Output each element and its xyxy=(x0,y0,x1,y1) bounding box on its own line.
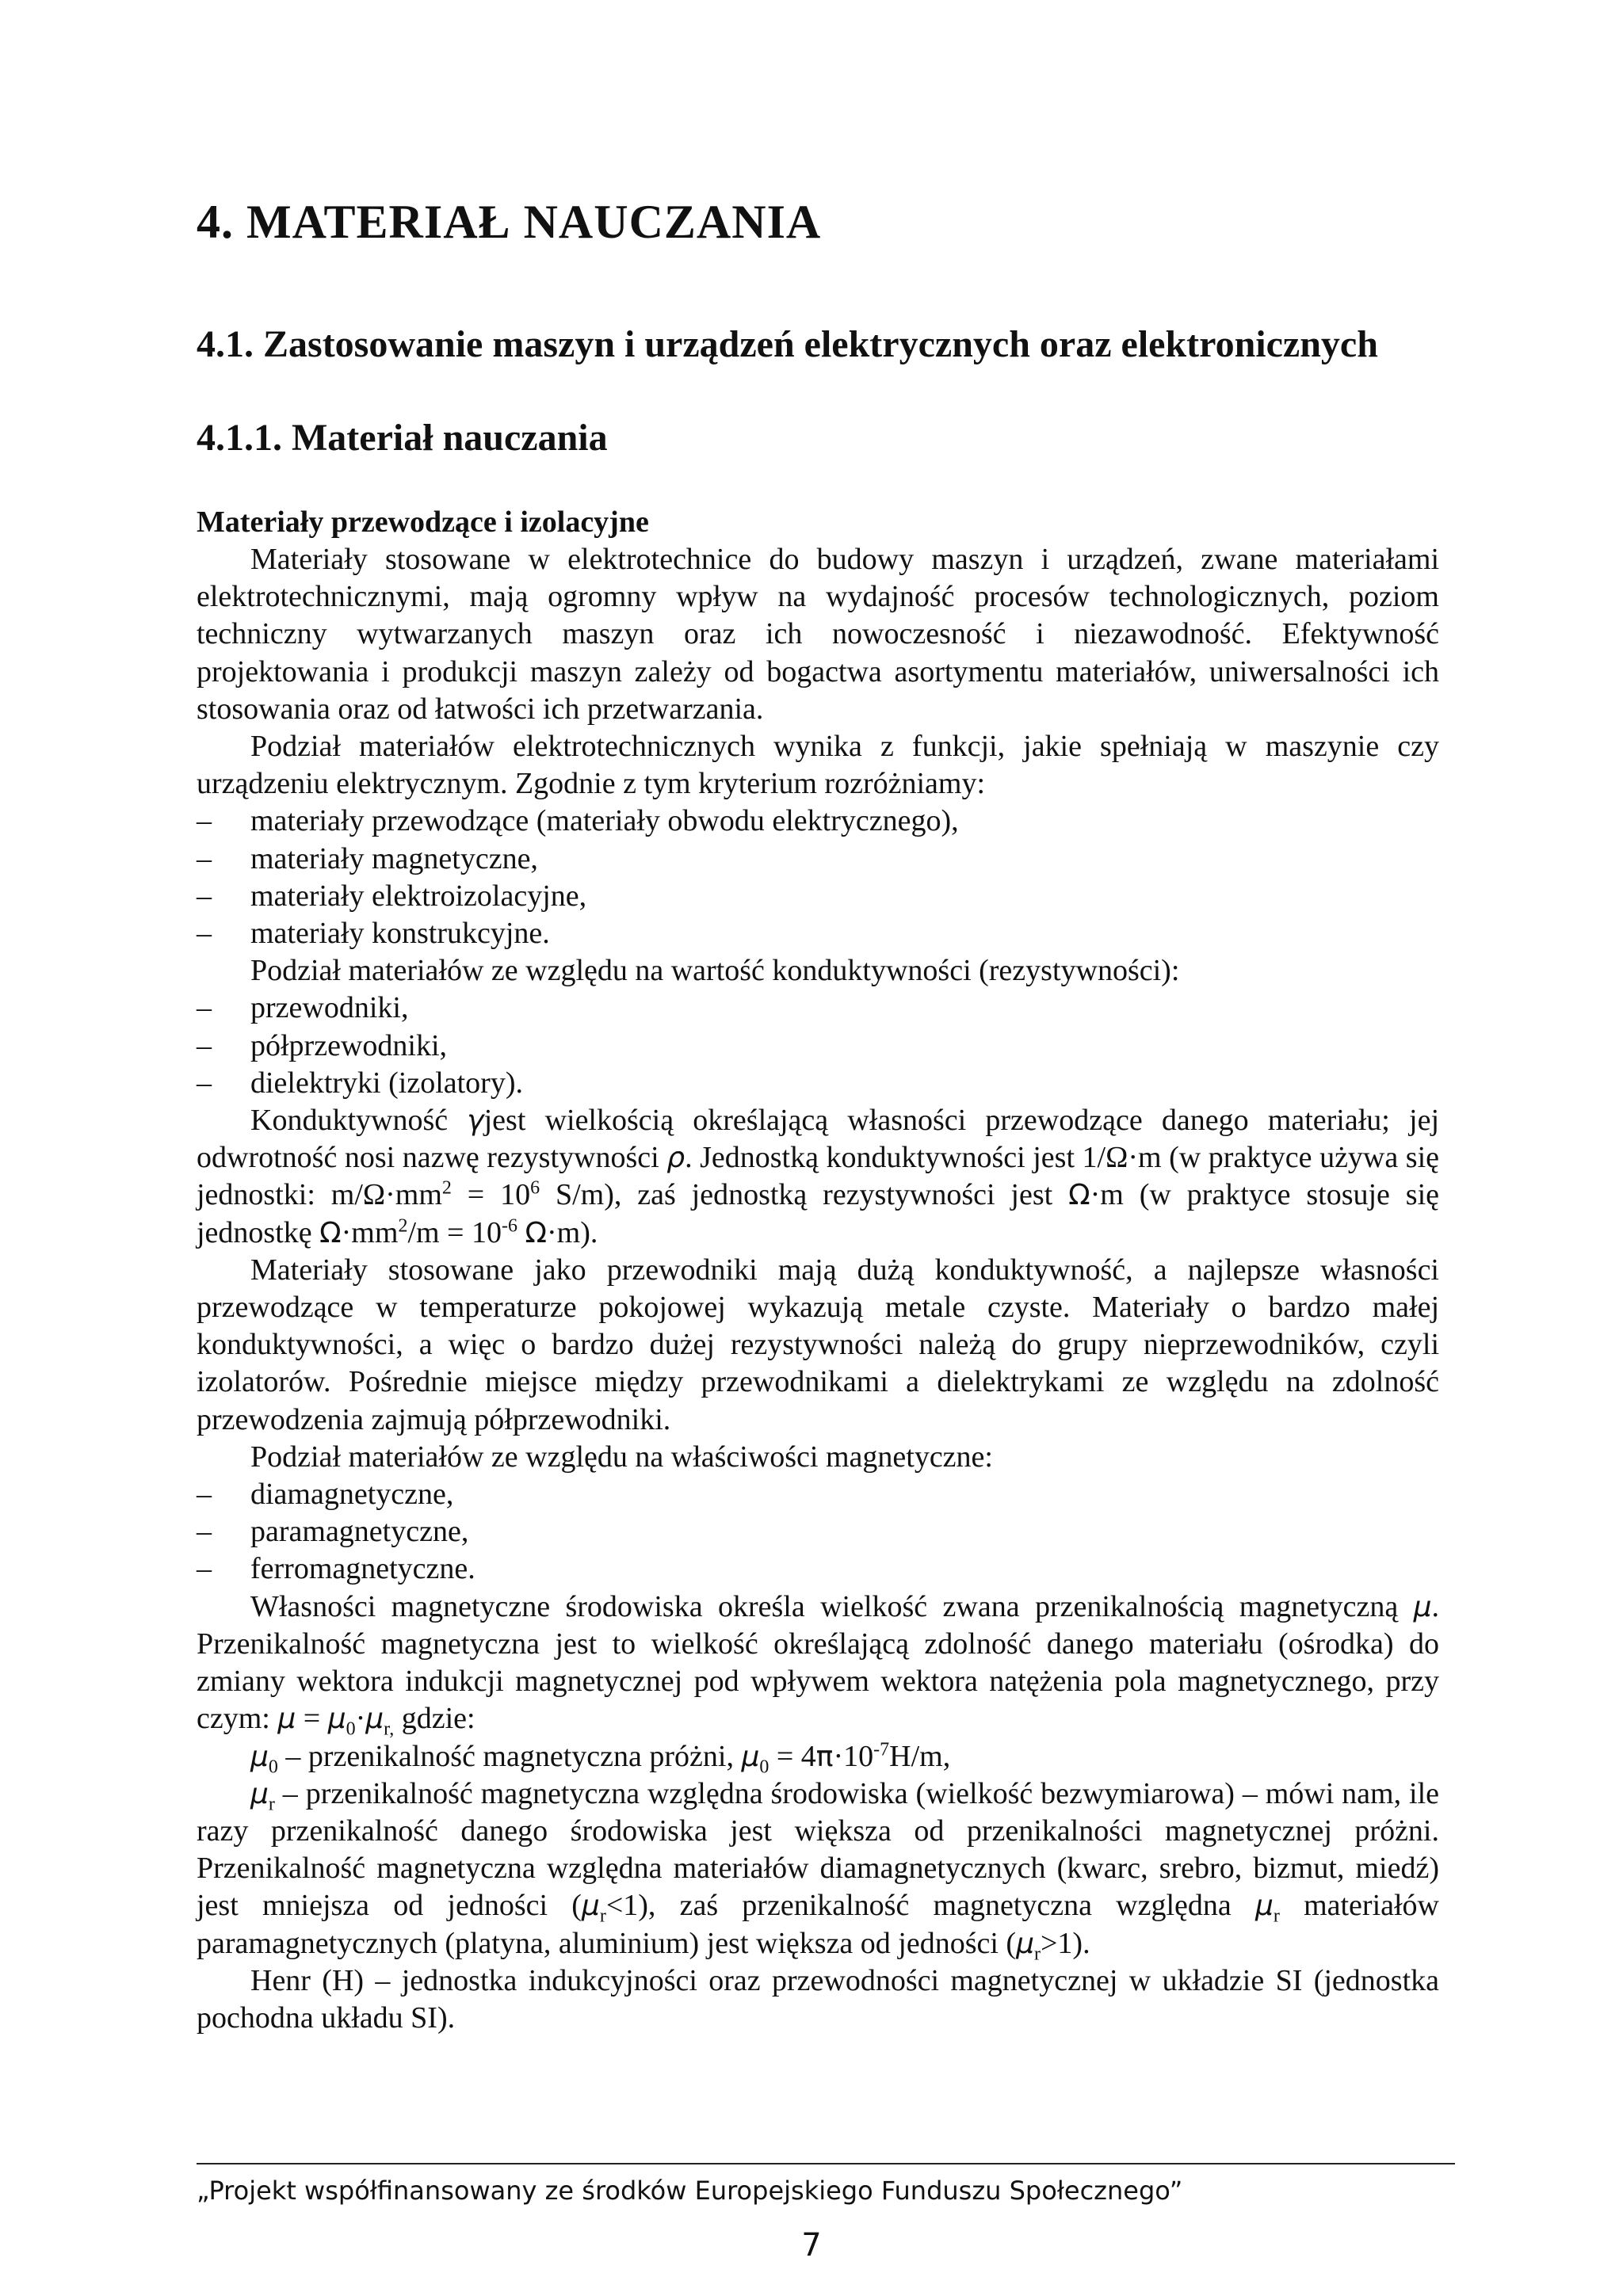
gamma-symbol: γ xyxy=(467,1104,484,1138)
paragraph-henry: Henr (H) – jednostka indukcyjności oraz przewodności magnetycznej w układzie SI (jednostka pochodna układu SI). xyxy=(197,1963,1439,2035)
page-number: 7 xyxy=(801,2227,822,2264)
list-item: – materiały konstrukcyjne. xyxy=(197,915,1439,952)
list-item: – diamagnetyczne, xyxy=(197,1476,1439,1513)
mu-symbol: μ xyxy=(250,1777,269,1810)
paragraph-relative-permeability: $\mu_r$ – przenikalność magnetyczna względna środowiska (wielkość bezwymiarowa) – mówi nam, ile razy przenikalność danego środowiska jest większa od przenikalności magnetycznej próżni. Przenikalność magnetyczna względna materiałów diamagnetycznych (kwarc, srebro, bizmut, miedź) jest mniejsza od jedności $(\mu_r<1)$, zaś przenikalność magnetyczna względna $\mu_r$ materiałów paramagnetycznych (platyna, aluminium) jest większa od jedności $(\mu_r>1)$. xyxy=(197,1776,1439,1965)
list-item: – materiały magnetyczne, xyxy=(197,841,1439,878)
page-content xyxy=(197,190,1439,2037)
mu-symbol: μ xyxy=(1413,1590,1432,1623)
list-conductivity-types xyxy=(197,990,1439,1102)
footer-text: „Projekt współfinansowany ze środków Europejskiego Funduszu Społecznego” xyxy=(197,2176,1183,2206)
list-item: – dielektryki (izolatory). xyxy=(197,1065,1439,1102)
list-item: – materiały elektroizolacyjne, xyxy=(197,878,1439,915)
list-item: – materiały przewodzące (materiały obwodu elektrycznego), xyxy=(197,803,1439,840)
list-item: – przewodniki, xyxy=(197,990,1439,1027)
paragraph-intro: Materiały stosowane w elektrotechnice do budowy maszyn i urządzeń, zwane materiałami elektrotechnicznymi, mają ogromny wpływ na wydajność procesów technologicznych, poziom techniczny wytwarzanych maszyn oraz ich nowoczesność i niezawodność. Efektywność projektowania i produkcji maszyn zależy od bogactwa asortymentu materiałów, uniwersalności ich stosowania oraz od łatwości ich przetwarzania. xyxy=(197,543,1439,726)
section-heading: 4.1. Zastosowanie maszyn i urządzeń elektrycznych oraz elektronicznych xyxy=(197,323,1378,365)
mu-symbol: μ xyxy=(277,1703,296,1736)
omega-symbol: Ω xyxy=(525,1216,547,1249)
pi-symbol: π xyxy=(815,1740,834,1773)
paragraph-classification: Podział materiałów elektrotechnicznych wynika z funkcji, jakie spełniają w maszynie czy urządzeniu elektrycznym. Zgodnie z tym kryterium rozróżniamy: xyxy=(197,730,1439,801)
mu-symbol: μ xyxy=(250,1740,269,1773)
chapter-heading: 4. MATERIAŁ NAUCZANIA xyxy=(197,196,822,248)
omega-symbol: Ω xyxy=(319,1216,342,1249)
mu-symbol: μ xyxy=(365,1703,384,1736)
list-item: – paramagnetyczne, xyxy=(197,1513,1439,1550)
list-item: – ferromagnetyczne. xyxy=(197,1550,1439,1588)
paragraph-conductivity-definition: Konduktywność γjest wielkością określającą własności przewodzące danego materiału; jej odwrotność nosi nazwę rezystywności ρ. Jednostką konduktywności jest 1/Ω·m (w praktyce używa się jednostki: $m/\Omega\cdot mm^2 = 10^6$ S/m), zaś jednostką rezystywności jest Ω·m (w praktyce stosuje się jednostkę $\Omega\cdot mm^2/m = 10^{-6}$ Ω·m). xyxy=(197,1104,1440,1249)
mu-symbol: μ xyxy=(581,1890,600,1923)
subsection-heading: 4.1.1. Materiał nauczania xyxy=(197,417,608,459)
omega-symbol: Ω xyxy=(1068,1179,1090,1212)
paragraph-permeability: Własności magnetyczne środowiska określa wielkość zwana przenikalnością magnetyczną μ. Przenikalność magnetyczna jest to wielkość określającą zdolność danego materiału (ośrodka) do zmiany wektora indukcji magnetycznej pod wpływem wektora natężenia pola magnetycznego, przy czym: $\mu = \mu_0\cdot\mu_{r,}$ gdzie: xyxy=(197,1589,1439,1740)
paragraph-conductors: Materiały stosowane jako przewodniki mają dużą konduktywność, a najlepsze własności przewodzące w temperaturze pokojowej wykazują metale czyste. Materiały o bardzo małej konduktywności, a więc o bardzo dużej rezystywności należą do grupy nieprzewodników, czyli izolatorów. Pośrednie miejsce między przewodnikami a dielektrykami ze względu na zdolność przewodzenia zajmują półprzewodniki. xyxy=(197,1253,1439,1436)
paragraph-conductivity-division: Podział materiałów ze względu na wartość konduktywności (rezystywności): xyxy=(250,954,1180,988)
footer-divider xyxy=(197,2163,1455,2164)
paragraph-magnetic-division: Podział materiałów ze względu na właściwości magnetyczne: xyxy=(250,1440,993,1474)
mu-symbol: μ xyxy=(327,1703,346,1736)
topic-heading: Materiały przewodzące i izolacyjne xyxy=(197,505,649,539)
list-magnetic-types xyxy=(197,1476,1439,1589)
mu-symbol: μ xyxy=(741,1740,760,1773)
rho-symbol: ρ xyxy=(666,1142,685,1175)
list-material-types xyxy=(197,803,1439,952)
list-item: – półprzewodniki, xyxy=(197,1028,1439,1065)
paragraph-vacuum-permeability: $\mu_0$ – przenikalność magnetyczna próżni, $\mu_0 = 4\pi\cdot 10^{-7}H/m$, xyxy=(250,1738,951,1778)
mu-symbol: μ xyxy=(1254,1890,1274,1923)
mu-symbol: μ xyxy=(1016,1927,1034,1960)
